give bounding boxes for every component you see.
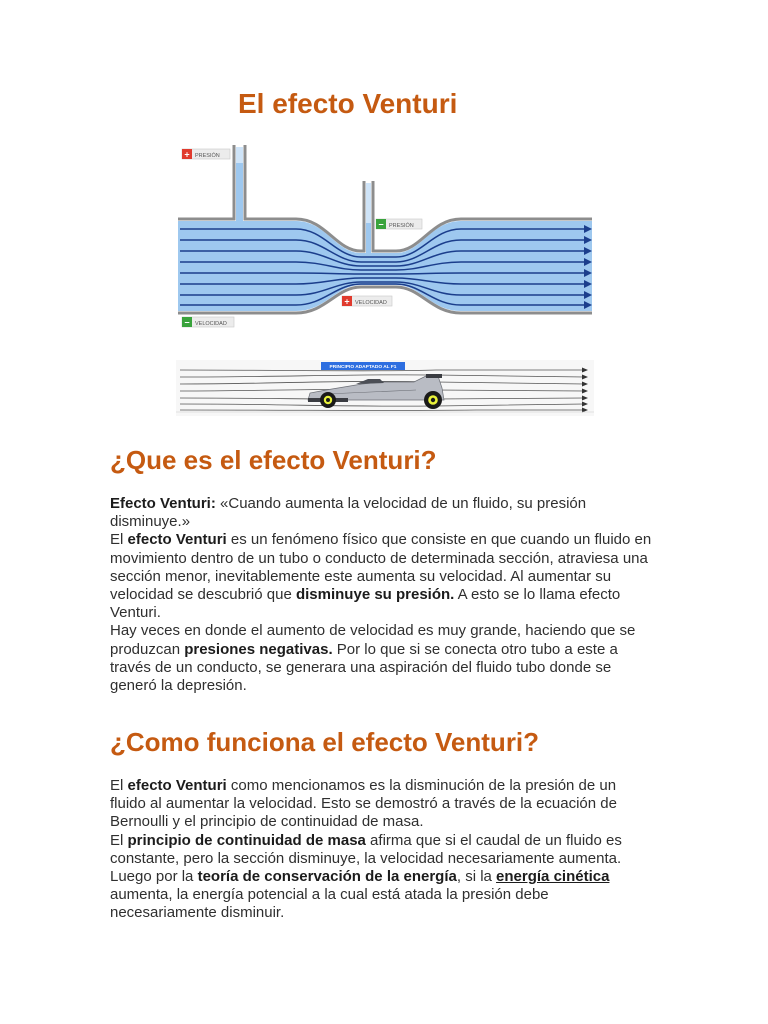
section-heading-que-es: ¿Que es el efecto Venturi?: [110, 445, 437, 475]
link-energia-cinetica[interactable]: energía cinética: [496, 868, 610, 886]
svg-text:+: +: [184, 149, 190, 160]
venturi-tube-diagram: [176, 143, 594, 333]
label-velocidad-high: [342, 296, 392, 307]
svg-text:+: +: [344, 296, 350, 307]
svg-text:−: −: [184, 317, 190, 328]
term-efecto-venturi: Efecto Venturi:: [110, 495, 216, 512]
section1-body: Efecto Venturi: «Cuando aumenta la velocidad de un fluido, su presión disminuye.» El efecto Venturi es un fenómeno físico que consiste en que cuando un fluido en movimiento dentro de un tubo o conducto de determinada sección, atraviesa una sección menor, inevitablemente este aumenta su velocidad. Al aumentar su velocidad se descubrió que disminuye su presión. A esto se lo llama efecto Venturi. Hay veces en donde el aumento de velocidad es muy grande, haciendo que se produzcan presiones negativas. Por lo que si se conecta otro tubo a este a través de un conducto, se generara una aspiración del fluido tubo donde se generó la depresión.: [110, 495, 652, 695]
svg-text:PRESIÓN: PRESIÓN: [389, 223, 414, 229]
label-presion-high: [182, 149, 230, 160]
section-heading-como-funciona: ¿Como funciona el efecto Venturi?: [110, 727, 540, 757]
manometer-fluid-narrow: [366, 223, 371, 253]
manometer-fluid-wide: [236, 163, 243, 221]
rear-wheel-icon: [424, 391, 442, 409]
svg-text:VELOCIDAD: VELOCIDAD: [195, 321, 227, 327]
svg-text:PRINCIPIO ADAPTADO AL F1: PRINCIPIO ADAPTADO AL F1: [329, 365, 397, 370]
svg-text:VELOCIDAD: VELOCIDAD: [355, 300, 387, 306]
svg-text:−: −: [378, 219, 384, 230]
front-wheel-icon: [320, 392, 336, 408]
label-velocidad-low: [182, 317, 234, 328]
f1-airflow-diagram: [176, 360, 594, 416]
label-presion-low: [376, 219, 422, 230]
svg-text:PRESIÓN: PRESIÓN: [195, 153, 220, 159]
section2-body: El efecto Venturi como mencionamos es la disminución de la presión de un fluido al aumentar la velocidad. Esto se demostró a través de la ecuación de Bernoulli y el principio de continuidad de masa. El principio de continuidad de masa afirma que si el caudal de un fluido es constante, pero la sección disminuye, la velocidad necesariamente aumenta. Luego por la teoría de conservación de la energía, si la energía cinética aumenta, la energía potencial a la cual está atada la presión debe necesariamente disminuir.: [110, 777, 622, 922]
page-title: El efecto Venturi: [238, 88, 458, 119]
